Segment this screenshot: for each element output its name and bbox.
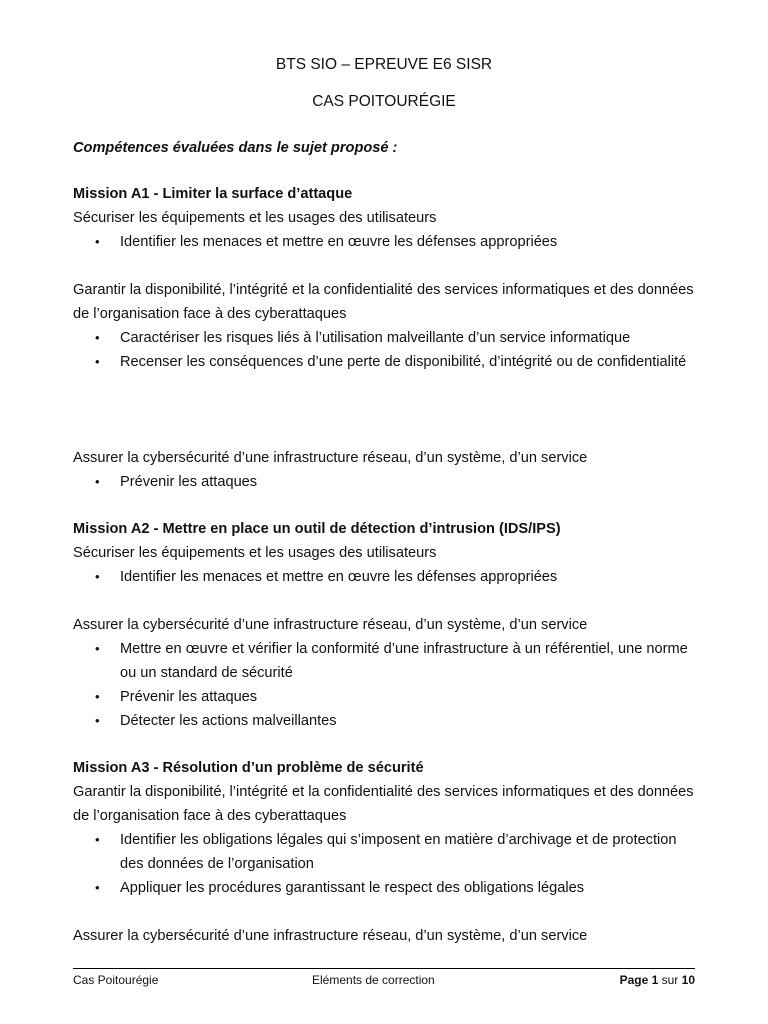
bullet-list [73,230,698,254]
footer-center: Eléments de correction [312,973,435,987]
bullet-list [73,828,698,900]
page-separator: sur [661,973,679,987]
list-item: • Identifier les obligations légales qui s’imposent en matière d’archivage et de protection des données de l’organisation [73,828,698,876]
mission-title: Mission A2 - Mettre en place un outil de détection d’intrusion (IDS/IPS) [73,521,561,537]
current-page: 1 [651,973,659,987]
document-subtitle: CAS POITOURÉGIE [312,93,456,110]
group-heading: Sécuriser les équipements et les usages des utilisateurs [73,545,437,561]
competences-heading: Compétences évaluées dans le sujet proposé : [73,140,398,156]
total-pages: 10 [681,973,695,987]
footer-divider [73,968,695,969]
list-item: • Identifier les menaces et mettre en œuvre les défenses appropriées [73,565,698,589]
bullet-list [73,637,698,733]
list-item: • Recenser les conséquences d’une perte de disponibilité, d’intégrité ou de confidentialité [73,350,698,374]
list-item: • Identifier les menaces et mettre en œuvre les défenses appropriées [73,230,698,254]
group-heading: Garantir la disponibilité, l’intégrité et la confidentialité des services informatiques et des données de l’organisation face à des cyberattaques [73,784,694,824]
footer-left: Cas Poitourégie [73,973,159,987]
group-heading: Assurer la cybersécurité d’une infrastructure réseau, d’un système, d’un service [73,450,588,466]
list-item: • Mettre en œuvre et vérifier la conformité d’une infrastructure à un référentiel, une norme ou un standard de sécurité [73,637,698,685]
list-item: • Caractériser les risques liés à l’utilisation malveillante d’un service informatique [73,326,698,350]
mission-a1-group-3 [73,446,698,494]
list-item: • Détecter les actions malveillantes [73,709,698,733]
mission-a3 [73,756,698,900]
group-heading: Sécuriser les équipements et les usages des utilisateurs [73,210,437,226]
mission-a1-group-2 [73,278,698,374]
mission-a1 [73,182,698,254]
page-number [620,973,695,987]
group-heading: Assurer la cybersécurité d’une infrastructure réseau, d’un système, d’un service [73,617,588,633]
group-heading: Garantir la disponibilité, l’intégrité et la confidentialité des services informatiques et des données de l’organisation face à des cyberattaques [73,282,694,322]
mission-a2 [73,517,698,589]
bullet-list [73,565,698,589]
mission-title: Mission A3 - Résolution d’un problème de sécurité [73,760,424,776]
intro-heading [73,136,698,160]
document-title: BTS SIO – EPREUVE E6 SISR [275,56,493,73]
bullet-list [73,470,698,494]
group-heading: Assurer la cybersécurité d’une infrastructure réseau, d’un système, d’un service [73,928,588,944]
list-item: • Prévenir les attaques [73,470,698,494]
mission-a3-group-2 [73,924,698,948]
list-item: • Appliquer les procédures garantissant le respect des obligations légales [73,876,698,900]
mission-title: Mission A1 - Limiter la surface d’attaque [73,186,353,202]
page-prefix: Page [619,973,649,987]
mission-a2-group-2 [73,613,698,733]
bullet-list [73,326,698,374]
list-item: • Prévenir les attaques [73,685,698,709]
